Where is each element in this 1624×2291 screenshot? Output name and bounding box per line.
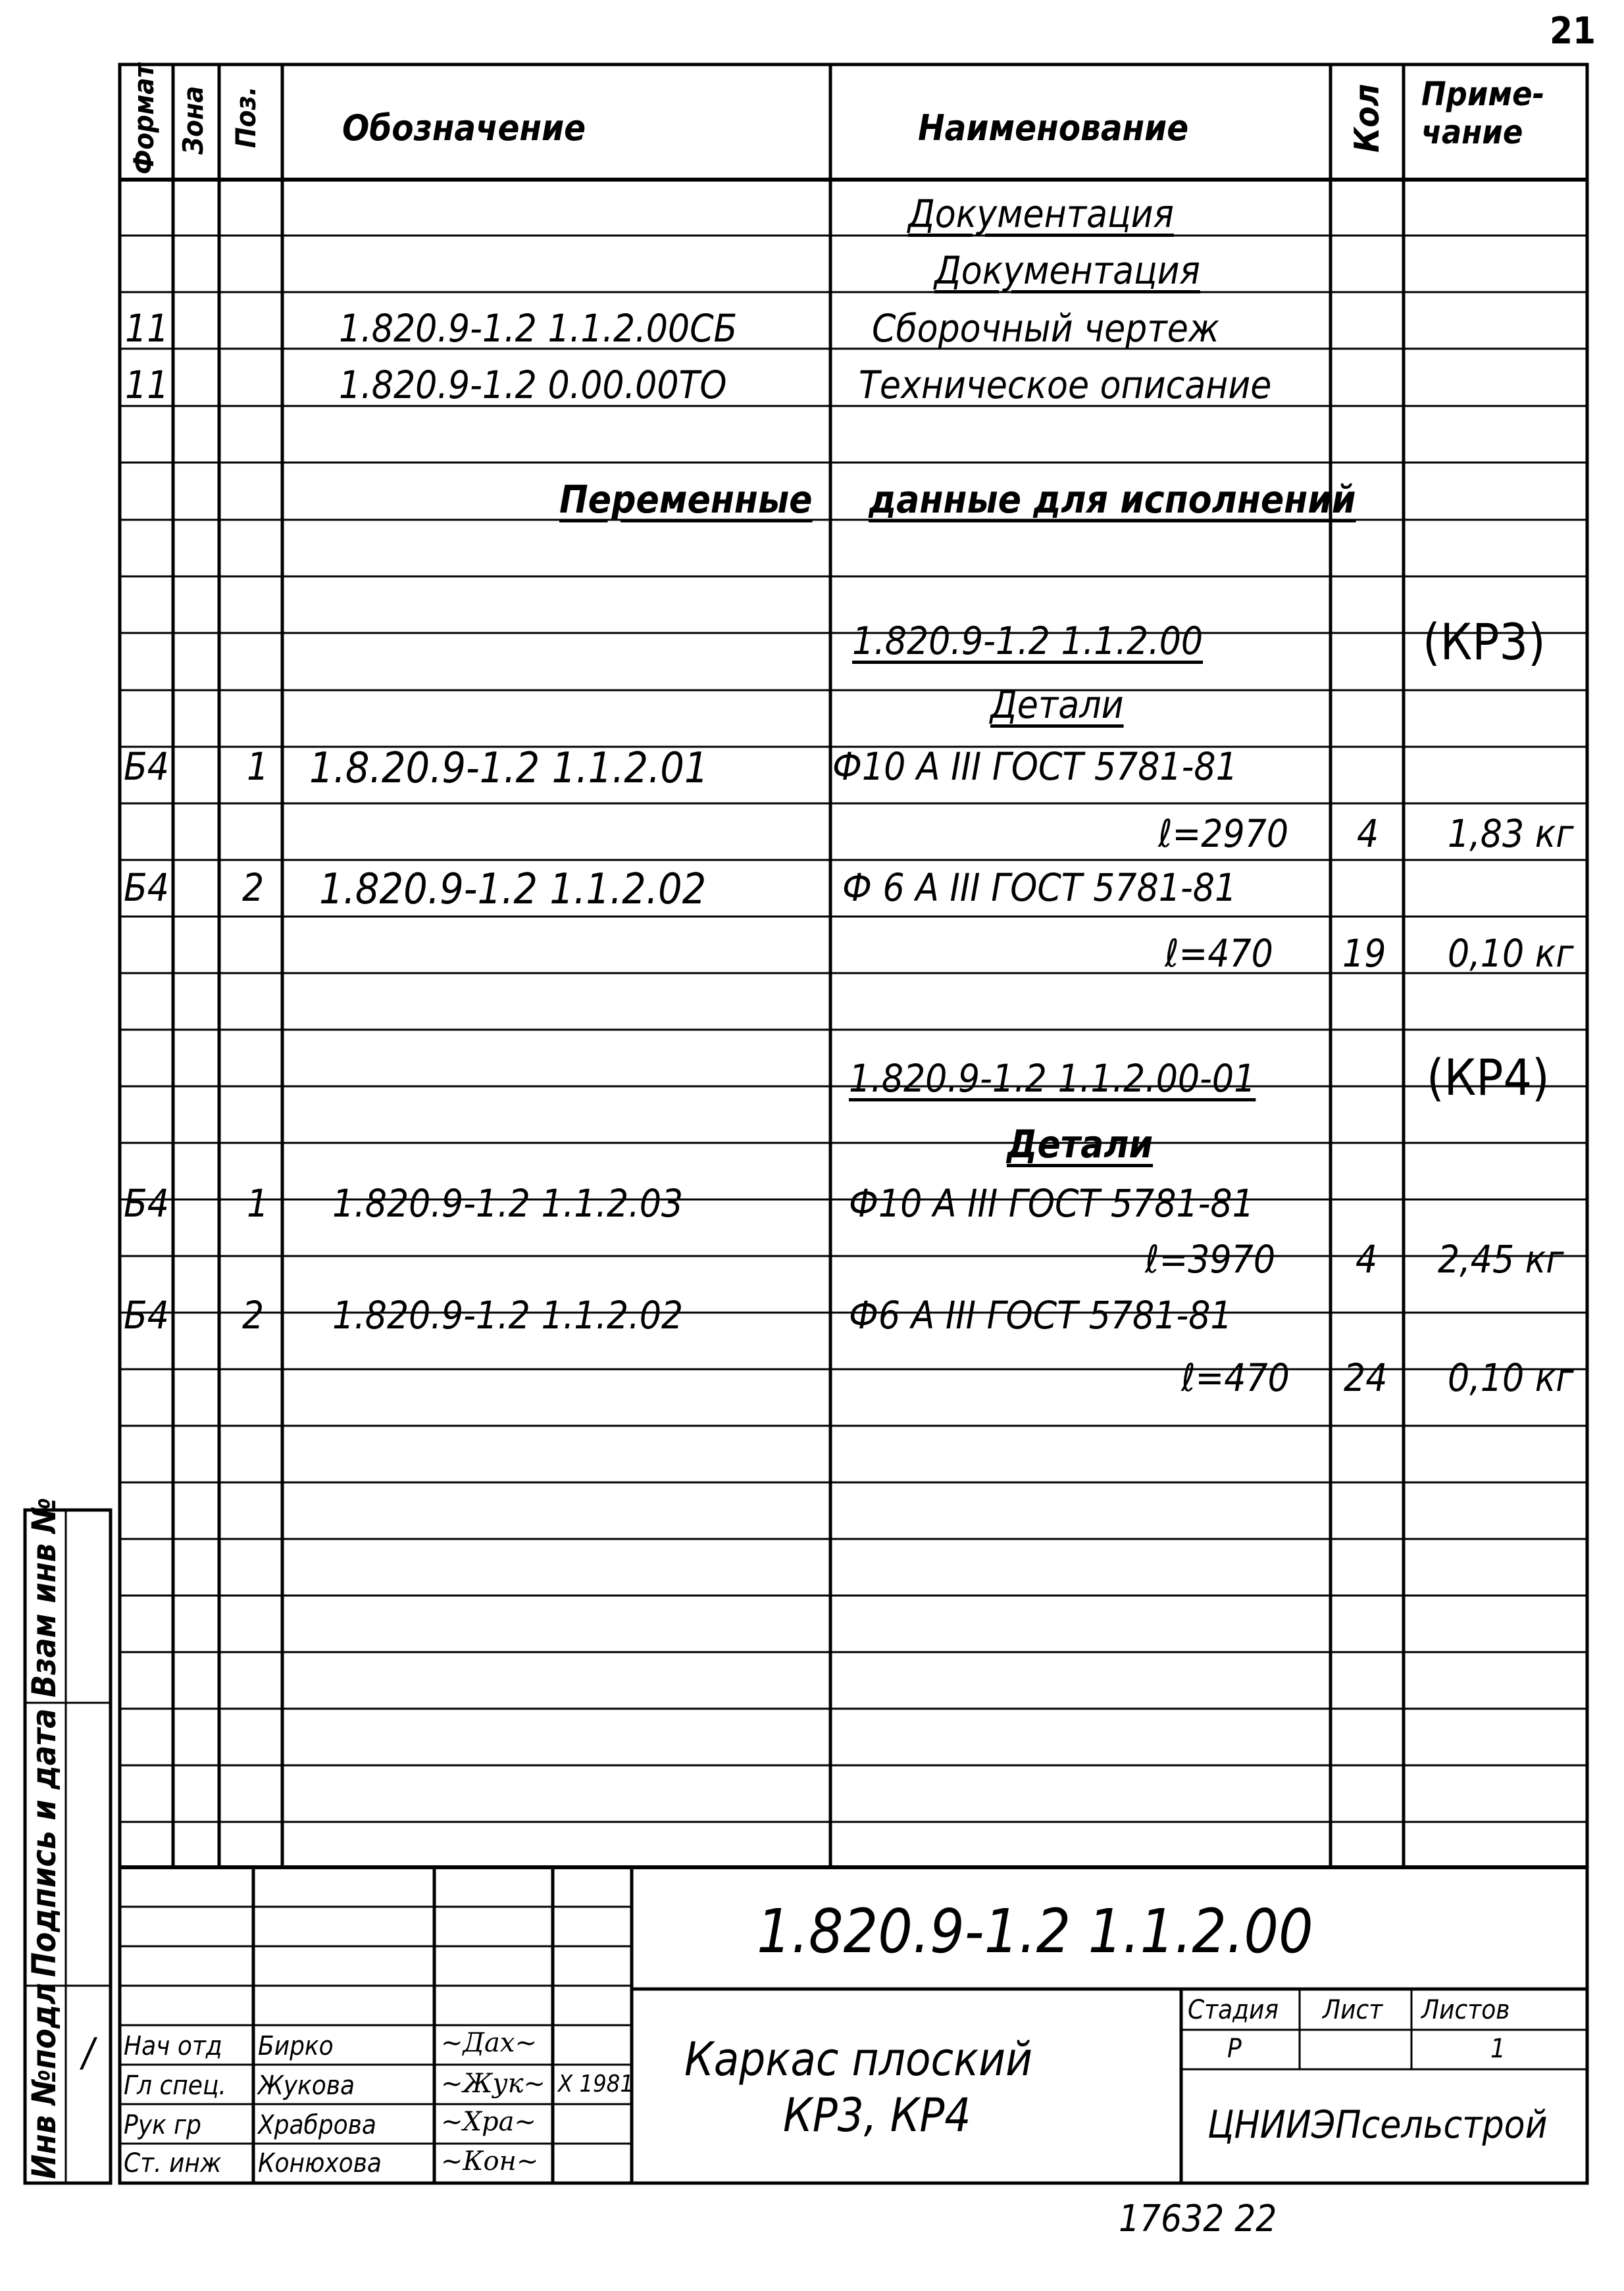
- doc2-format: 11: [125, 363, 169, 407]
- stamp-role-1: Нач отд: [124, 2031, 222, 2061]
- column-header-format: Формат: [128, 63, 160, 174]
- v2r2-name: Ф6 А III ГОСТ 5781-81: [849, 1293, 1232, 1338]
- v2r1-format: Б4: [124, 1181, 169, 1226]
- column-header-pos: Поз.: [230, 86, 262, 148]
- bottom-note: 17632 22: [1119, 2198, 1277, 2240]
- stamp-role-4: Ст. инж: [124, 2148, 222, 2178]
- signature-1: ~Дах~: [441, 2028, 537, 2058]
- stamp-title-line2: КР3, КР4: [783, 2088, 971, 2142]
- stamp-date: X 1981: [558, 2071, 634, 2098]
- v1r1-qty: 4: [1357, 811, 1379, 856]
- stamp-stage-value: Р: [1227, 2034, 1242, 2064]
- v1r1-length: ℓ=2970: [1158, 811, 1289, 856]
- v2r2-format: Б4: [124, 1293, 169, 1338]
- stamp-name-1: Бирко: [258, 2031, 334, 2061]
- stamp-slash: /: [82, 2030, 95, 2076]
- doc1-format: 11: [125, 306, 169, 351]
- side-label-vzam-inv: Взам инв №: [25, 1497, 63, 1698]
- doc1-name: Сборочный чертеж: [872, 306, 1219, 351]
- variant2-designation: 1.820.9-1.2 1.1.2.00-01: [849, 1056, 1256, 1101]
- stamp-name-4: Конюхова: [258, 2148, 382, 2178]
- v2r1-qty: 4: [1356, 1237, 1378, 1282]
- doc1-designation: 1.820.9-1.2 1.1.2.00СБ: [339, 306, 738, 351]
- v1r1-note: 1,83 кг: [1448, 811, 1574, 856]
- v2r2-note: 0,10 кг: [1448, 1355, 1574, 1400]
- v2r1-pos: 1: [247, 1181, 269, 1226]
- v2r2-qty: 24: [1344, 1355, 1388, 1400]
- side-label-sign-date: Подпись и дата: [25, 1708, 63, 1977]
- v1r2-name: Ф 6 А III ГОСТ 5781-81: [842, 865, 1237, 910]
- variant1-designation: 1.820.9-1.2 1.1.2.00: [852, 618, 1204, 663]
- stamp-sheets-value: 1: [1490, 2034, 1506, 2064]
- v1r1-designation: 1.8.20.9-1.2 1.1.2.01: [309, 744, 709, 793]
- variable-data-right: данные для исполнений: [869, 477, 1356, 522]
- v1r2-pos: 2: [242, 865, 265, 910]
- stamp-title-line1: Каркас плоский: [684, 2032, 1032, 2086]
- signature-2: ~Жук~: [441, 2069, 546, 2099]
- v2r1-name: Ф10 А III ГОСТ 5781-81: [849, 1181, 1254, 1226]
- doc2-designation: 1.820.9-1.2 0.00.00ТО: [339, 363, 727, 407]
- v2r2-pos: 2: [242, 1293, 265, 1338]
- details-heading-2: Детали: [1007, 1122, 1154, 1167]
- stamp-role-2: Гл спец.: [124, 2071, 226, 2101]
- v1r2-note: 0,10 кг: [1448, 931, 1574, 976]
- variant1-note: (КР3): [1423, 613, 1546, 671]
- v2r1-designation: 1.820.9-1.2 1.1.2.03: [332, 1181, 684, 1226]
- stamp-name-2: Жукова: [258, 2071, 355, 2101]
- stamp-sheets-label: Листов: [1421, 1995, 1510, 2025]
- stamp-sheet-label: Лист: [1323, 1995, 1383, 2025]
- v1r1-name: Ф10 А III ГОСТ 5781-81: [832, 744, 1238, 789]
- column-header-designation: Обозначение: [342, 107, 586, 149]
- column-header-zone: Зона: [177, 86, 209, 155]
- page-number: 21: [1550, 10, 1596, 53]
- v2r2-designation: 1.820.9-1.2 1.1.2.02: [332, 1293, 684, 1338]
- v1r2-format: Б4: [124, 865, 169, 910]
- v2r2-length: ℓ=470: [1181, 1355, 1290, 1400]
- stamp-role-3: Рук гр: [124, 2110, 201, 2140]
- v2r1-length: ℓ=3970: [1145, 1237, 1276, 1282]
- column-header-qty: Кол: [1348, 84, 1387, 153]
- signature-3: ~Хра~: [441, 2107, 536, 2137]
- v1r2-designation: 1.820.9-1.2 1.1.2.02: [319, 865, 707, 914]
- v1r1-pos: 1: [247, 744, 269, 789]
- stamp-organization: ЦНИИЭПсельстрой: [1207, 2102, 1548, 2147]
- doc2-name: Техническое описание: [859, 363, 1272, 407]
- v1r2-qty: 19: [1342, 931, 1386, 976]
- v1r2-length: ℓ=470: [1165, 931, 1273, 976]
- variant2-note: (КР4): [1427, 1048, 1550, 1107]
- variable-data-left: Переменные: [559, 477, 813, 522]
- details-heading-1: Детали: [990, 682, 1124, 727]
- side-label-inv-orig: Инв №подл: [25, 1982, 63, 2179]
- column-header-name: Наименование: [918, 107, 1189, 149]
- section-heading-documentation: Документация: [908, 191, 1174, 236]
- column-header-note: Приме- чание: [1421, 75, 1545, 151]
- stamp-designation: 1.820.9-1.2 1.1.2.00: [757, 1896, 1313, 1967]
- v2r1-note: 2,45 кг: [1438, 1237, 1564, 1282]
- section-heading-documentation-2: Документация: [934, 248, 1200, 293]
- v1r1-format: Б4: [124, 744, 169, 789]
- signature-4: ~Кон~: [441, 2146, 539, 2177]
- stamp-name-3: Храброва: [258, 2110, 376, 2140]
- stamp-stage-label: Стадия: [1188, 1995, 1279, 2025]
